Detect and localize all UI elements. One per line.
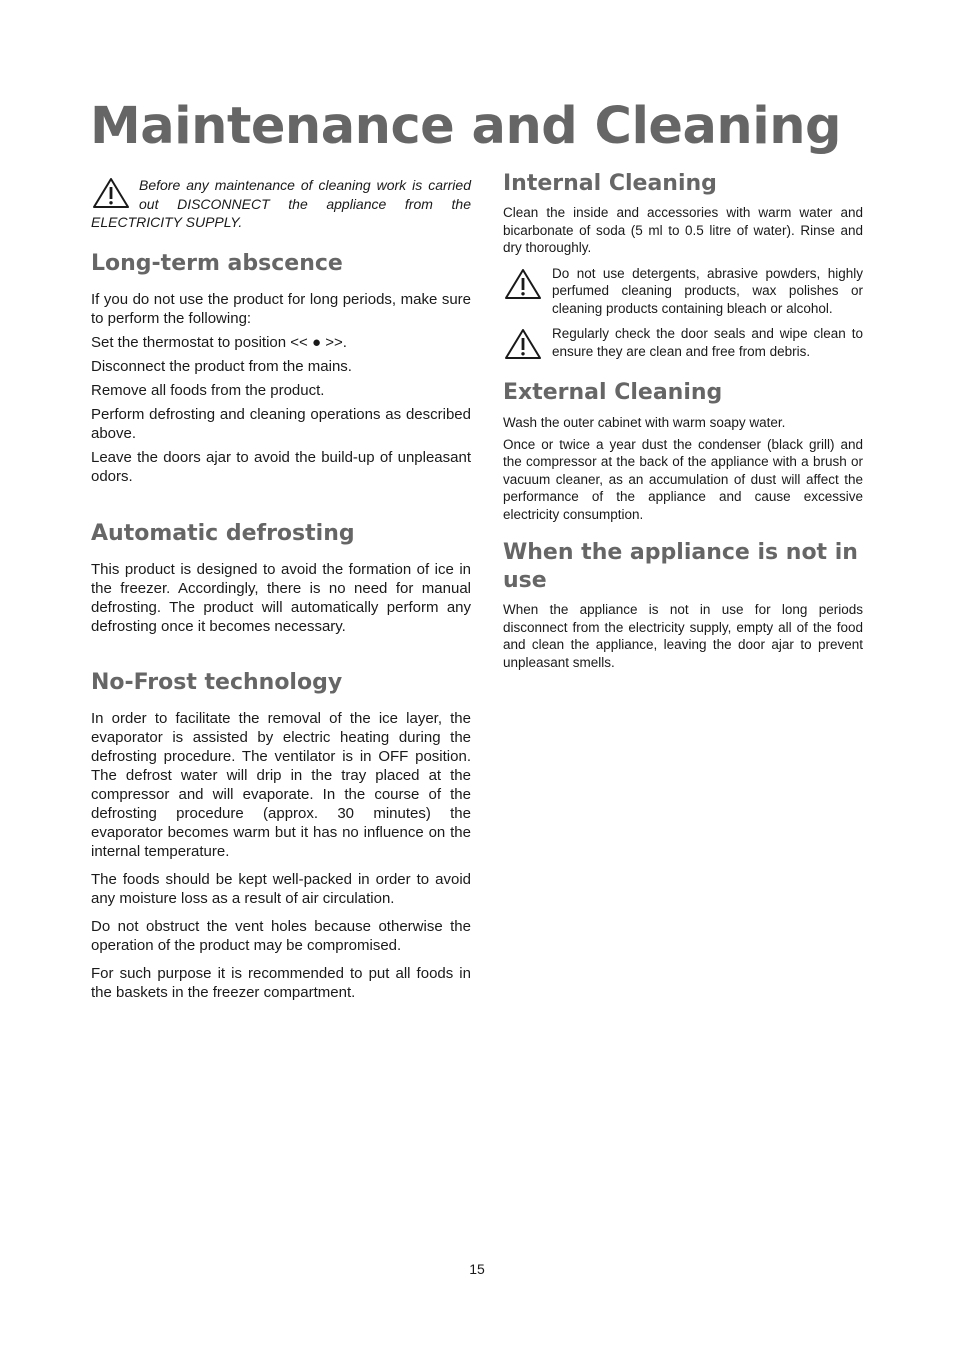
warning-intro-text: Before any maintenance of cleaning work is carried out DISCONNECT the appliance from the ELECTRICITY SUPPLY.	[91, 177, 471, 230]
no-frost-heading: No-Frost technology	[91, 669, 343, 695]
long-term-para: Remove all foods from the product.	[91, 381, 325, 399]
long-term-para: Leave the doors ajar to avoid the build-up of unpleasant odors.	[91, 448, 471, 485]
long-term-heading: Long-term abscence	[91, 250, 343, 276]
internal-para: Clean the inside and accessories with warm water and bicarbonate of soda (5 ml to 0.5 litre of water). Rinse and dry thoroughly.	[503, 205, 863, 255]
long-term-para: Set the thermostat to position << ● >>.	[91, 333, 347, 351]
auto-defrost-heading: Automatic defrosting	[91, 520, 355, 546]
internal-warning-2	[503, 325, 863, 363]
right-column	[503, 170, 863, 671]
external-heading: External Cleaning	[503, 380, 723, 405]
internal-warning-text: Do not use detergents, abrasive powders, highly perfumed cleaning products, wax polishes or cleaning products containing bleach or alcohol.	[552, 265, 863, 316]
no-frost-para: The foods should be kept well-packed in order to avoid any moisture loss as a result of air circulation.	[91, 870, 471, 907]
no-frost-para: Do not obstruct the vent holes because otherwise the operation of the product may be compromised.	[91, 917, 471, 954]
left-column	[91, 176, 471, 1002]
not-in-use-heading: When the appliance is not in use	[503, 540, 858, 593]
external-para: Once or twice a year dust the condenser (black grill) and the compressor at the back of the appliance with a brush or vacuum cleaner, as an accumulation of dust will affect the performance of the appliance and cause excessive electricity consumption.	[503, 436, 863, 522]
long-term-para: If you do not use the product for long periods, make sure to perform the following:	[91, 290, 471, 327]
long-term-para: Perform defrosting and cleaning operations as described above.	[91, 405, 471, 442]
page-number: 15	[469, 1261, 485, 1277]
page-title: Maintenance and Cleaning	[90, 97, 842, 156]
internal-heading: Internal Cleaning	[503, 171, 717, 196]
no-frost-para: For such purpose it is recommended to put all foods in the baskets in the freezer compartment.	[91, 964, 471, 1001]
warning-triangle-icon	[91, 176, 135, 212]
warning-intro	[91, 176, 471, 232]
internal-warning-text: Regularly check the door seals and wipe clean to ensure they are clean and free from debris.	[552, 326, 863, 359]
no-frost-para: In order to facilitate the removal of the ice layer, the evaporator is assisted by electric heating during the defrosting procedure. The ventilator is in OFF position. The defrost water will drip in the tray placed at the compressor and will evaporate. In the course of the defrosting procedure (approx. 30 minutes) the evaporator becomes warm but it has no influence on the internal temperature.	[91, 709, 471, 860]
internal-warning-1	[503, 265, 863, 318]
auto-defrost-para: This product is designed to avoid the formation of ice in the freezer. Accordingly, there is no need for manual defrosting. The product will automatically perform any defrosting once it becomes necessary.	[91, 560, 471, 635]
long-term-para: Disconnect the product from the mains.	[91, 357, 352, 375]
external-para: Wash the outer cabinet with warm soapy water.	[503, 415, 786, 430]
warning-triangle-icon	[503, 327, 547, 363]
warning-triangle-icon	[503, 267, 547, 303]
not-in-use-para: When the appliance is not in use for long periods disconnect from the electricity supply, empty all of the food and clean the appliance, leaving the door ajar to prevent unpleasant smells.	[503, 602, 863, 670]
